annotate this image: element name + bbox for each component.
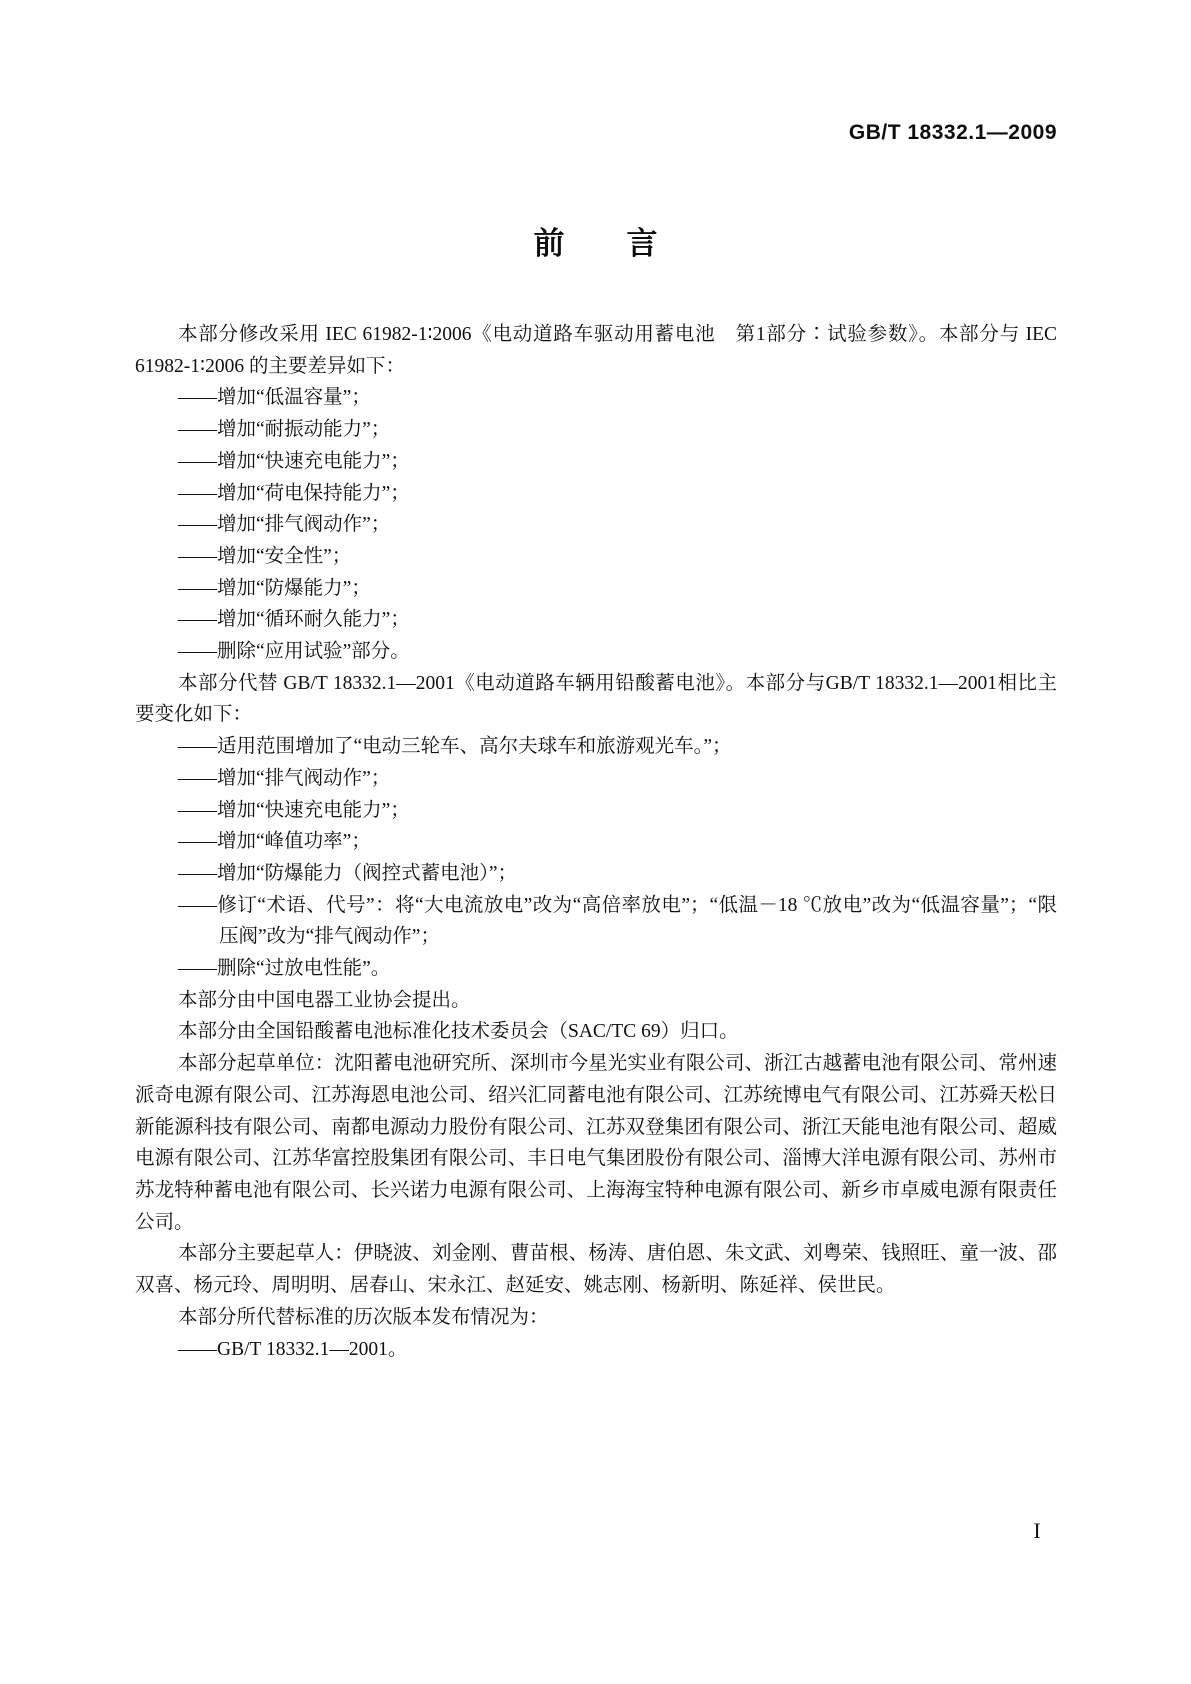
page-title: 前 言 bbox=[533, 226, 658, 261]
standard-code: GB/T 18332.1—2009 bbox=[848, 121, 1057, 144]
list-item: ——删除“过放电性能”。 bbox=[178, 958, 391, 980]
list-item: ——增加“排气阀动作”； bbox=[178, 767, 391, 789]
list-item: ——增加“安全性”； bbox=[178, 545, 352, 567]
list-item: ——增加“防爆能力”； bbox=[178, 577, 371, 599]
list-item: ——GB/T 18332.1—2001。 bbox=[178, 1338, 408, 1360]
list-item: ——修订“术语、代号”：将“大电流放电”改为“高倍率放电”；“低温－18 ℃放电”改为“低温容量”；“限压阀”改为“排气阀动作”； bbox=[178, 894, 1057, 948]
paragraph: 本部分所代替标准的历次版本发布情况为： bbox=[178, 1306, 549, 1328]
list-item: ——增加“快速充电能力”； bbox=[178, 799, 410, 821]
document-body bbox=[135, 319, 1057, 1365]
list-item: ——删除“应用试验”部分。 bbox=[178, 641, 410, 663]
paragraph: 本部分起草单位：沈阳蓄电池研究所、深圳市今星光实业有限公司、浙江古越蓄电池有限公司、常州速派奇电源有限公司、江苏海恩电池公司、绍兴汇同蓄电池有限公司、江苏统博电气有限公司、江苏舜天松日新能源科技有限公司、南都电源动力股份有限公司、江苏双登集团有限公司、浙江天能电池有限公司、超威电源有限公司、江苏华富控股集团有限公司、丰日电气集团股份有限公司、淄博大洋电源有限公司、苏州市苏龙特种蓄电池有限公司、长兴诺力电源有限公司、上海海宝特种电源有限公司、新乡市卓威电源有限责任公司。 bbox=[135, 1053, 1057, 1233]
list-item: ——增加“峰值功率”； bbox=[178, 831, 371, 853]
paragraph: 本部分修改采用 IEC 61982-1∶2006《电动道路车驱动用蓄电池 第1部分∶试验参数》。本部分与 IEC 61982-1∶2006 的主要差异如下： bbox=[135, 324, 1057, 377]
list-item: ——增加“循环耐久能力”； bbox=[178, 609, 410, 631]
list-item: ——增加“排气阀动作”； bbox=[178, 514, 391, 536]
list-item: ——增加“低温容量”； bbox=[178, 387, 371, 409]
list-item: ——增加“耐振动能力”； bbox=[178, 419, 391, 441]
list-item: ——增加“快速充电能力”； bbox=[178, 450, 410, 472]
page-number: I bbox=[1033, 1518, 1041, 1543]
paragraph: 本部分主要起草人：伊晓波、刘金刚、曹苗根、杨涛、唐伯恩、朱文武、刘粤荣、钱照旺、童一波、邵双喜、杨元玲、周明明、居春山、宋永江、赵延安、姚志刚、杨新明、陈延祥、侯世民。 bbox=[135, 1243, 1057, 1297]
paragraph: 本部分由中国电器工业协会提出。 bbox=[178, 989, 471, 1011]
list-item: ——增加“防爆能力（阀控式蓄电池）”； bbox=[178, 862, 518, 884]
paragraph: 本部分由全国铅酸蓄电池标准化技术委员会（SAC/TC 69）归口。 bbox=[178, 1021, 739, 1043]
list-item: ——增加“荷电保持能力”； bbox=[178, 482, 410, 504]
paragraph: 本部分代替 GB/T 18332.1—2001《电动道路车辆用铅酸蓄电池》。本部分与GB/T 18332.1—2001相比主要变化如下： bbox=[135, 672, 1057, 726]
list-item: ——适用范围增加了“电动三轮车、高尔夫球车和旅游观光车。”； bbox=[178, 736, 732, 758]
